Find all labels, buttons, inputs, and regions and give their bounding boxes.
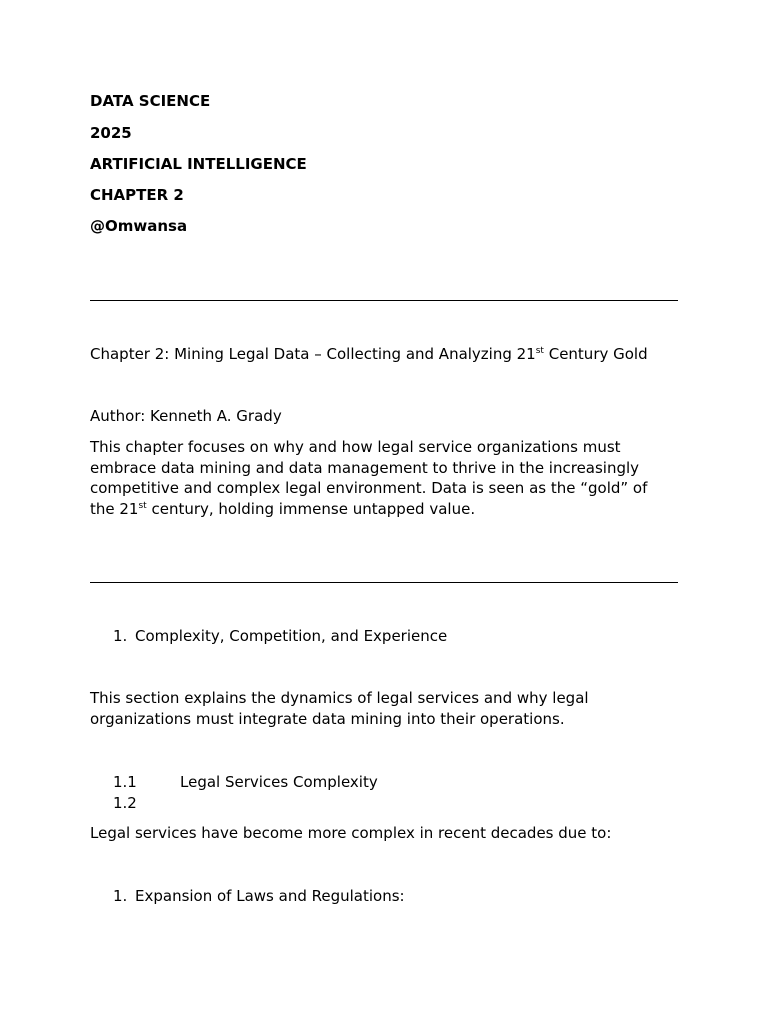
chapter-intro-superscript: st [138, 500, 147, 511]
chapter-title-superscript: st [535, 346, 544, 356]
header-year: 2025 [90, 124, 132, 142]
subsection-body: Legal services have become more complex in recent decades due to: [90, 824, 612, 842]
divider-middle [90, 582, 678, 583]
chapter-intro-suffix: century, holding immense untapped value. [146, 499, 476, 518]
chapter-intro-text: This chapter focuses on why and how legal service organizations must embrace data mining and data management to thrive in the increasingly competitive and complex legal environment. Data is seen as the “gold” of the 21 [90, 438, 648, 518]
list-item-number: 1. [113, 887, 128, 905]
header-topic: ARTIFICIAL INTELLIGENCE [90, 155, 307, 173]
header-handle: @Omwansa [90, 217, 188, 235]
subsection-number-1-1: 1.1 [113, 773, 137, 791]
header-subject: DATA SCIENCE [90, 92, 211, 110]
chapter-author: Author: Kenneth A. Grady [90, 407, 282, 425]
subsection-number-1-2: 1.2 [113, 794, 137, 812]
header-chapter: CHAPTER 2 [90, 186, 184, 204]
list-item: Expansion of Laws and Regulations: [135, 887, 405, 905]
chapter-title-suffix: Century Gold [543, 345, 648, 363]
divider-top [90, 300, 678, 301]
section-number: 1. [113, 627, 128, 645]
section-body: This section explains the dynamics of legal services and why legal organizations must integrate data mining into their operations. [90, 689, 589, 728]
chapter-title [90, 344, 648, 365]
subsection-heading: Legal Services Complexity [180, 773, 378, 791]
chapter-title-text: Chapter 2: Mining Legal Data – Collecting and Analyzing 21 [90, 345, 536, 363]
section-heading: Complexity, Competition, and Experience [135, 627, 448, 645]
chapter-intro [90, 437, 670, 519]
